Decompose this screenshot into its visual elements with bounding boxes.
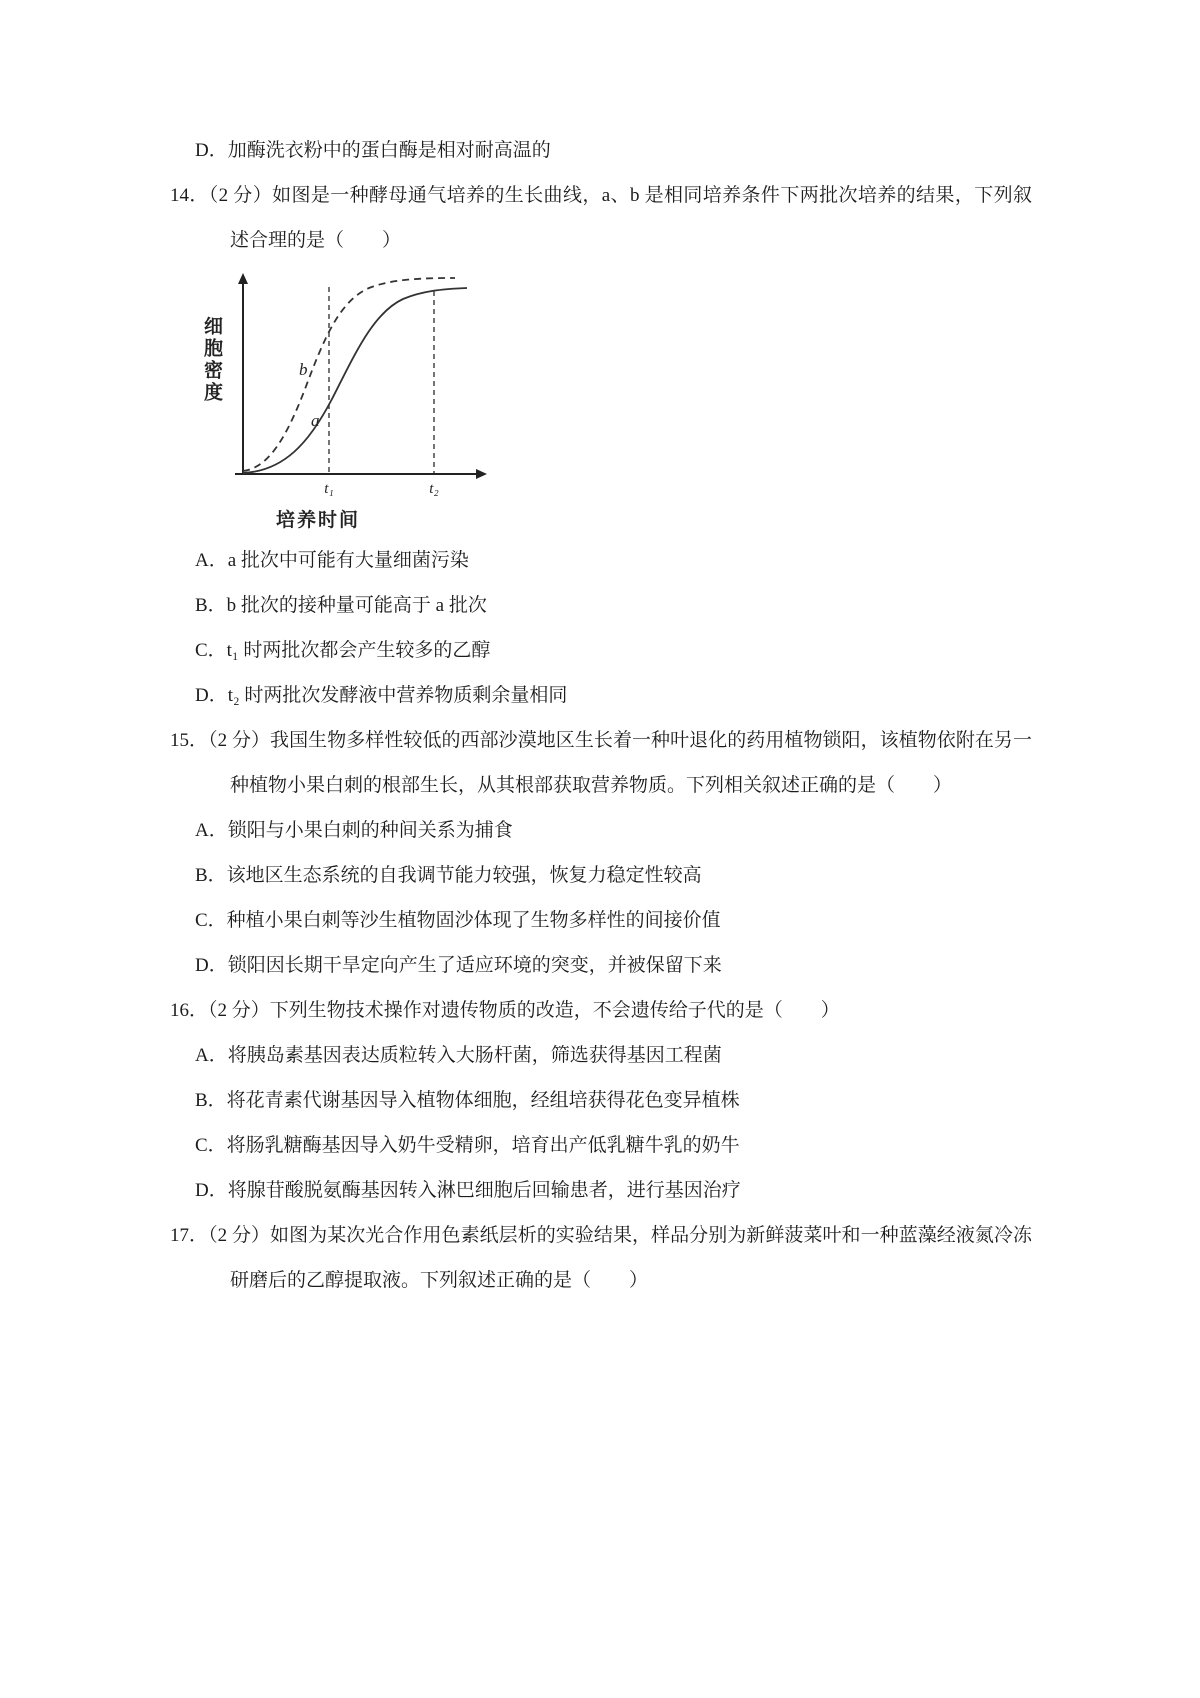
question-16-option-b: B．将花青素代谢基因导入植物体细胞，经组培获得花色变异植株 (195, 1090, 740, 1111)
y-axis-arrow-icon (238, 273, 248, 284)
growth-curve-figure (198, 271, 528, 532)
question-15-option-a: A．锁阳与小果白刺的种间关系为捕食 (195, 820, 513, 841)
t1-tick-label: t₁ (324, 481, 334, 497)
question-14 (170, 173, 1032, 718)
question-14-option-a: A．a 批次中可能有大量细菌污染 (195, 550, 469, 571)
question-14-option-d: D．t₂ 时两批次发酵液中营养物质剩余量相同 (195, 685, 568, 706)
question-15-stem: 15．（2 分）我国生物多样性较低的西部沙漠地区生长着一种叶退化的药用植物锁阳，该植物依附在另一种植物小果白刺的根部生长，从其根部获取营养物质。下列相关叙述正确的是（ ） (170, 730, 1032, 796)
question-14-option-c: C．t₁ 时两批次都会产生较多的乙醇 (195, 640, 491, 661)
question-15 (170, 718, 1032, 988)
question-15-option-c: C．种植小果白刺等沙生植物固沙体现了生物多样性的间接价值 (195, 910, 721, 931)
question-15-option-b: B．该地区生态系统的自我调节能力较强，恢复力稳定性较高 (195, 865, 702, 886)
curve-b-label: b (299, 360, 308, 379)
question-16-option-a: A．将胰岛素基因表达质粒转入大肠杆菌，筛选获得基因工程菌 (195, 1045, 722, 1066)
question-16-option-c: C．将肠乳糖酶基因导入奶牛受精卵，培育出产低乳糖牛乳的奶牛 (195, 1135, 740, 1156)
question-14-stem: 14．（2 分）如图是一种酵母通气培养的生长曲线，a、b 是相同培养条件下两批次培养的结果，下列叙述合理的是（ ） (170, 185, 1032, 251)
prev-question-option-d: D．加酶洗衣粉中的蛋白酶是相对耐高温的 (195, 140, 551, 161)
y-axis-label: 细胞密度 (201, 315, 222, 404)
x-axis-label: 培养时间 (276, 510, 361, 531)
question-14-option-b: B．b 批次的接种量可能高于 a 批次 (195, 595, 487, 616)
x-axis-arrow-icon (476, 469, 487, 479)
question-16-stem: 16．（2 分）下列生物技术操作对遗传物质的改造，不会遗传给子代的是（ ） (170, 1000, 840, 1021)
curve-a-label: a (311, 411, 320, 430)
question-16 (170, 988, 1032, 1213)
t2-tick-label: t₂ (429, 481, 439, 497)
curve-b (243, 278, 455, 471)
question-15-option-d: D．锁阳因长期干旱定向产生了适应环境的突变，并被保留下来 (195, 955, 722, 976)
question-16-option-d: D．将腺苷酸脱氨酶基因转入淋巴细胞后回输患者，进行基因治疗 (195, 1180, 741, 1201)
growth-curve-chart (229, 271, 497, 503)
question-17-stem: 17．（2 分）如图为某次光合作用色素纸层析的实验结果，样品分别为新鲜菠菜叶和一种蓝藻经液氮冷冻研磨后的乙醇提取液。下列叙述正确的是（ ） (170, 1225, 1032, 1291)
question-17 (170, 1213, 1032, 1303)
